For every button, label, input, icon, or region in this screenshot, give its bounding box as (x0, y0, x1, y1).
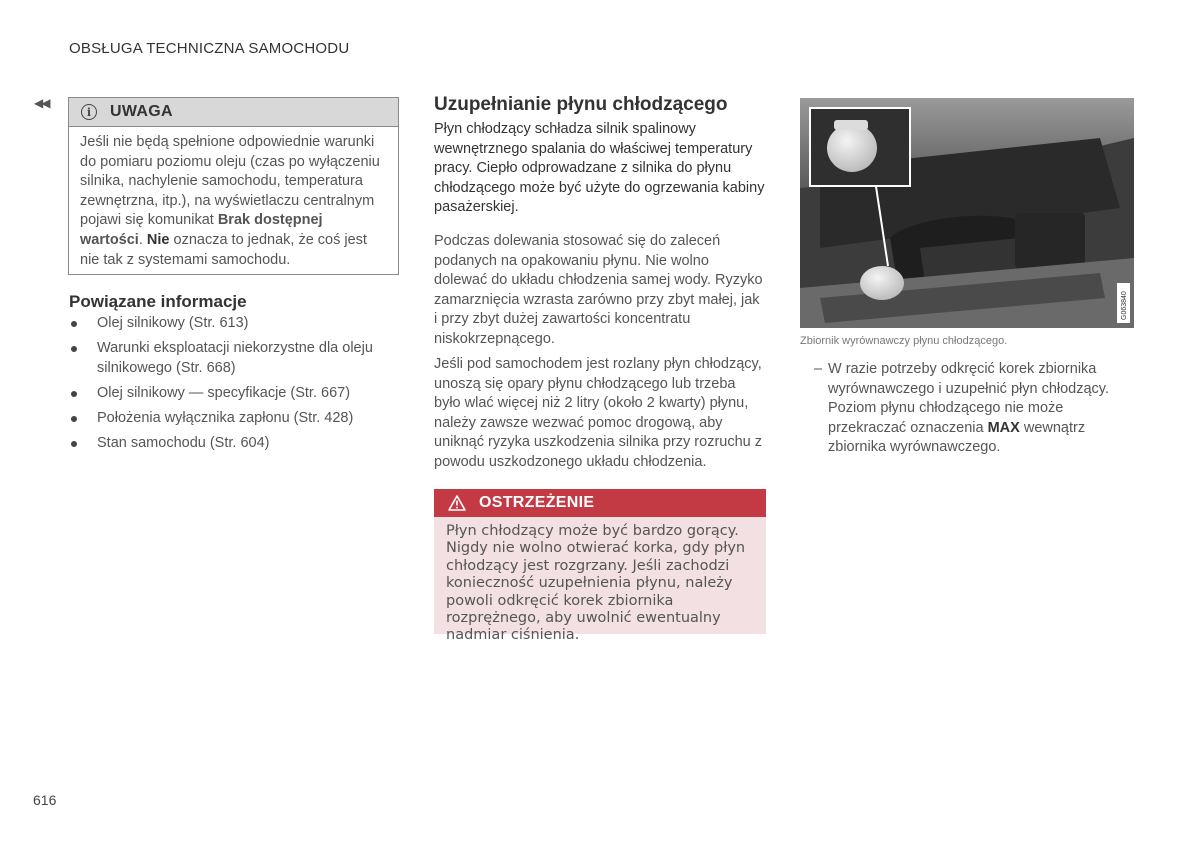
notice-header (69, 98, 398, 127)
notice-text-part: Jeśli nie będą spełnione odpowiednie warunki do pomiaru poziomu oleju (czas po wyłączeniu silnika, nachylenie samochodu, temperatura zewnętrzna, itp.), na wyświetlaczu centralnym pojawi się komunikat (80, 134, 380, 229)
section-title: Uzupełnianie płynu chłodzącego (434, 94, 728, 115)
warning-header (434, 489, 766, 517)
body-paragraph: Podczas dolewania stosować się do zaleceń podanych na opakowaniu płynu. Nie wolno dolewać do układu chłodzenia samej wody. Ryzyko zamarznięcia wzrasta zarówno przy zbyt małej, jak i przy zbyt dużej zawartości koncentratu niskokrzepnącego. (434, 233, 763, 347)
notice-box (68, 97, 399, 275)
notice-text-part: . (138, 231, 147, 248)
step-text (828, 360, 1134, 458)
warning-box (434, 489, 766, 644)
figure-code: G063840 (1121, 291, 1128, 320)
notice-text-part: oznacza to jednak, że coś jest nie tak z systemami samochodu. (80, 231, 367, 268)
body-paragraph: Jeśli pod samochodem jest rozlany płyn chłodzący, unoszą się opary płynu chłodzącego lub trzeba było wlać więcej niż 2 litry (około 2 kwarty) płynu, należy zawsze wezwać pomoc drogową, aby uniknąć ryzyka uszkodzenia silnika przy rozruchu z powodu uszkodzonego układu chłodzenia. (434, 356, 762, 470)
warning-triangle-icon (448, 495, 466, 511)
related-info-list (69, 314, 399, 459)
step-dash: – (814, 361, 823, 377)
back-arrows-icon[interactable]: ◀◀ (34, 96, 49, 110)
step-bold: MAX (987, 419, 1020, 436)
step-text-part: W razie potrzeby odkręcić korek zbiornika wyrównawczego i uzupełnić płyn chłodzący. Poziom płynu chłodzącego nie może przekraczać oznaczenia (828, 361, 1110, 436)
notice-text (69, 127, 398, 270)
related-info-title: Powiązane informacje (69, 292, 247, 311)
warning-text: Płyn chłodzący może być bardzo gorący. Nigdy nie wolno otwierać korka, gdy płyn chłodzący jest rozgrzany. Jeśli zachodzi konieczność uzupełnienia płynu, należy powoli odkręcić korek zbiornika rozprężnego, aby uwolnić ewentualny nadmiar ciśnienia. (446, 523, 746, 644)
related-link[interactable]: Olej silnikowy (Str. 613) (69, 314, 399, 334)
page-header: OBSŁUGA TECHNICZNA SAMOCHODU (69, 40, 350, 57)
engine-bay-illustration (800, 98, 1134, 328)
related-link[interactable]: Położenia wyłącznika zapłonu (Str. 428) (69, 409, 399, 429)
page-number: 616 (33, 792, 57, 808)
notice-highlight: Brak dostępnej wartości (80, 212, 323, 248)
figure-caption: Zbiornik wyrównawczy płynu chłodzącego. (800, 335, 1008, 347)
notice-bold: Nie (146, 231, 170, 248)
step-text-part: wewnątrz zbiornika wyrównawczego. (828, 419, 1086, 455)
related-link[interactable]: Stan samochodu (Str. 604) (69, 434, 399, 454)
warning-title: OSTRZEŻENIE (479, 494, 595, 511)
intro-paragraph: Płyn chłodzący schładza silnik spalinowy wewnętrznego spalania do właściwej temperatury pracy. Ciepło odprowadzane z silnika do płynu chłodzącego może być użyte do ogrzewania kabiny pasażerskiej. (434, 121, 765, 215)
related-link[interactable]: Warunki eksploatacji niekorzystne dla oleju silnikowego (Str. 668) (69, 339, 399, 378)
info-icon: i (81, 104, 97, 120)
related-link[interactable]: Olej silnikowy — specyfikacje (Str. 667) (69, 384, 399, 404)
notice-title: UWAGA (110, 103, 173, 120)
engine-bay-image (800, 98, 1134, 328)
